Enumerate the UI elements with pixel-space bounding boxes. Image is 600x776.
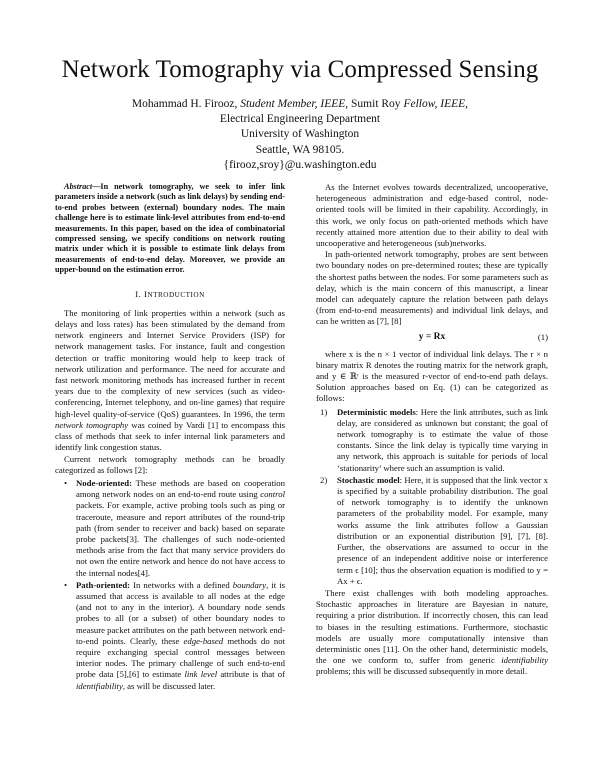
equation-1 — [316, 332, 548, 346]
author-2: Sumit Roy — [348, 98, 404, 110]
list-item-path-oriented: • Path-oriented: In networks with a defined boundary, it is assumed that access is available to all nodes at the edge (and not to any in the interior). A boundary node sends probes to all (or a subset) of other boundary nodes to measure packet attributes on the path between network end-to-end points. Clearly, these edge-based methods do not require exchanging special control messages between interior nodes. The primary challenge of such end-to-end probe data [5],[6] to estimate link level attribute is that of identifiability, as will be discussed later. — [64, 579, 286, 691]
bullet-icon: • — [64, 477, 68, 488]
paper-title: Network Tomography via Compressed Sensing — [61, 56, 539, 83]
right-paragraph-1: As the Internet evolves towards decentralized, uncooperative, heterogeneous administration and edge-based control, node-oriented tools will be limited in their capability. Accordingly, in this work, we only focus on path-oriented methods which have recently attained more attention due to their ability to deal with uncooperative and heterogeneous (sub)networks. — [316, 182, 548, 249]
abstract-text: —In network tomography, we seek to infer link parameters inside a network (such as link delays) by sending end-to-end probes between (external) boundary nodes. The main challenge here is to estimate link-level attributes from end-to-end measurements. In this paper, based on the idea of combinatorial compressed sensing, we specify conditions on network routing matrix under which it is possible to estimate link delays from measurements of end-to-end delay. Moreover, we provide an upper-bound on the estimation error. — [55, 182, 285, 275]
abstract — [55, 182, 285, 276]
bullet-icon: • — [64, 579, 68, 590]
right-column — [316, 182, 548, 678]
equation-number: (1) — [537, 331, 548, 342]
right-paragraph-2: In path-oriented network tomography, probes are sent between two boundary nodes on pre-determined routes; these are typically the shortest paths between the nodes. For some parameters such as delay, which is the main concern of this manuscript, a linear model can adequately capture the relation between path delays (from end-to-end measurements) and individual link delays, and can be written as [7], [8] — [316, 249, 548, 327]
author-email: {firooz,sroy}@u.washington.edu — [223, 158, 377, 171]
right-paragraph-4: There exist challenges with both modeling approaches. Stochastic approaches in literature are Bayesian in nature, requiring a prior distribution. If incorrectly chosen, this can lead to biases in the resulting estimations. Furthermore, stochastic models are usually more computationally intensive than deterministic ones [11]. On the other hand, deterministic models, the one we conform to, suffer from generic identifiability problems; this will be discussed subsequently in more detail. — [316, 587, 548, 677]
equation-body: y = Rx — [418, 331, 446, 342]
intro-paragraph-2: Current network tomography methods can be broadly categorized as follows [2]: — [55, 453, 285, 475]
abstract-label: Abstract — [64, 182, 93, 191]
author-1: Mohammad H. Firooz, — [131, 98, 241, 110]
author-1-membership: Student Member, IEEE, — [240, 98, 349, 110]
method-categories-list — [55, 478, 285, 692]
author-2-membership: Fellow, IEEE, — [403, 98, 469, 110]
model-approaches-list — [316, 407, 548, 587]
list-item-deterministic: 1) Deterministic models: Here the link attributes, such as link delay, are considered as unknown but constant; the goal of network tomography is to estimate the value of those constants. Since the link delay is typically time varying in any network, this approach is suitable for periods of local ‘stationarity’ where such an assumption is valid. — [320, 406, 548, 473]
intro-paragraph-1: The monitoring of link properties within a network (such as delays and loss rates) has been stimulated by the demand from network engineers and Internet Service Providers (ISP) for network management tasks. For instance, fault and congestion detection or traffic monitoring would help to keep track of network utilization and performance. The need for accurate and fast network monitoring methods has increased further in recent years due to the complexity of new services (such as video-conferencing, Internet telephony, and on-line games) that require high-level quality-of-service (QoS) guarantees. In 1996, the term network tomography was coined by Vardi [1] to encompass this class of methods that seek to infer internal link parameters and identify link congestion status. — [55, 307, 285, 453]
section-heading-introduction: I. INTRODUCTION — [135, 288, 205, 299]
author-names — [0, 97, 600, 112]
affiliation-city: Seattle, WA 98105. — [255, 143, 345, 156]
right-paragraph-3: where x is the n × 1 vector of individual link delays. The r × n binary matrix R denotes the routing matrix for the network graph, and y ∈ ℝʳ is the measured r-vector of end-to-end path delays. Solution approaches based on Eq. (1) can be categorized as follows: — [316, 348, 548, 404]
list-item-node-oriented: • Node-oriented: These methods are based on cooperation among network nodes on an end-to-end route using control packets. For example, active probing tools such as ping or traceroute, measure and report attributes of the round-trip path (from sender to receiver and back) based on separate probe packets[3]. The challenges of such node-oriented methods arise from the fact that many service providers do not own the entire network and hence do not have access to the internal nodes[4]. — [64, 477, 285, 578]
author-block — [0, 97, 600, 173]
affiliation-dept: Electrical Engineering Department — [219, 113, 381, 126]
left-column — [55, 182, 285, 693]
list-item-stochastic: 2) Stochastic model: Here, it is supposed that the link vector x is specified by a suitable probability distribution. The goal of network tomography is to identify the unknown parameters of the probability model. For example, many works assume the link attributes follow a Gaussian distribution or an exponential distribution [9], [7], [8]. Further, the observations are assumed to occur in the presence of an independent additive noise or interference term ϵ [10]; thus the observation equation is modified to y = Ax + ϵ. — [320, 474, 548, 586]
affiliation-university: University of Washington — [240, 128, 360, 141]
